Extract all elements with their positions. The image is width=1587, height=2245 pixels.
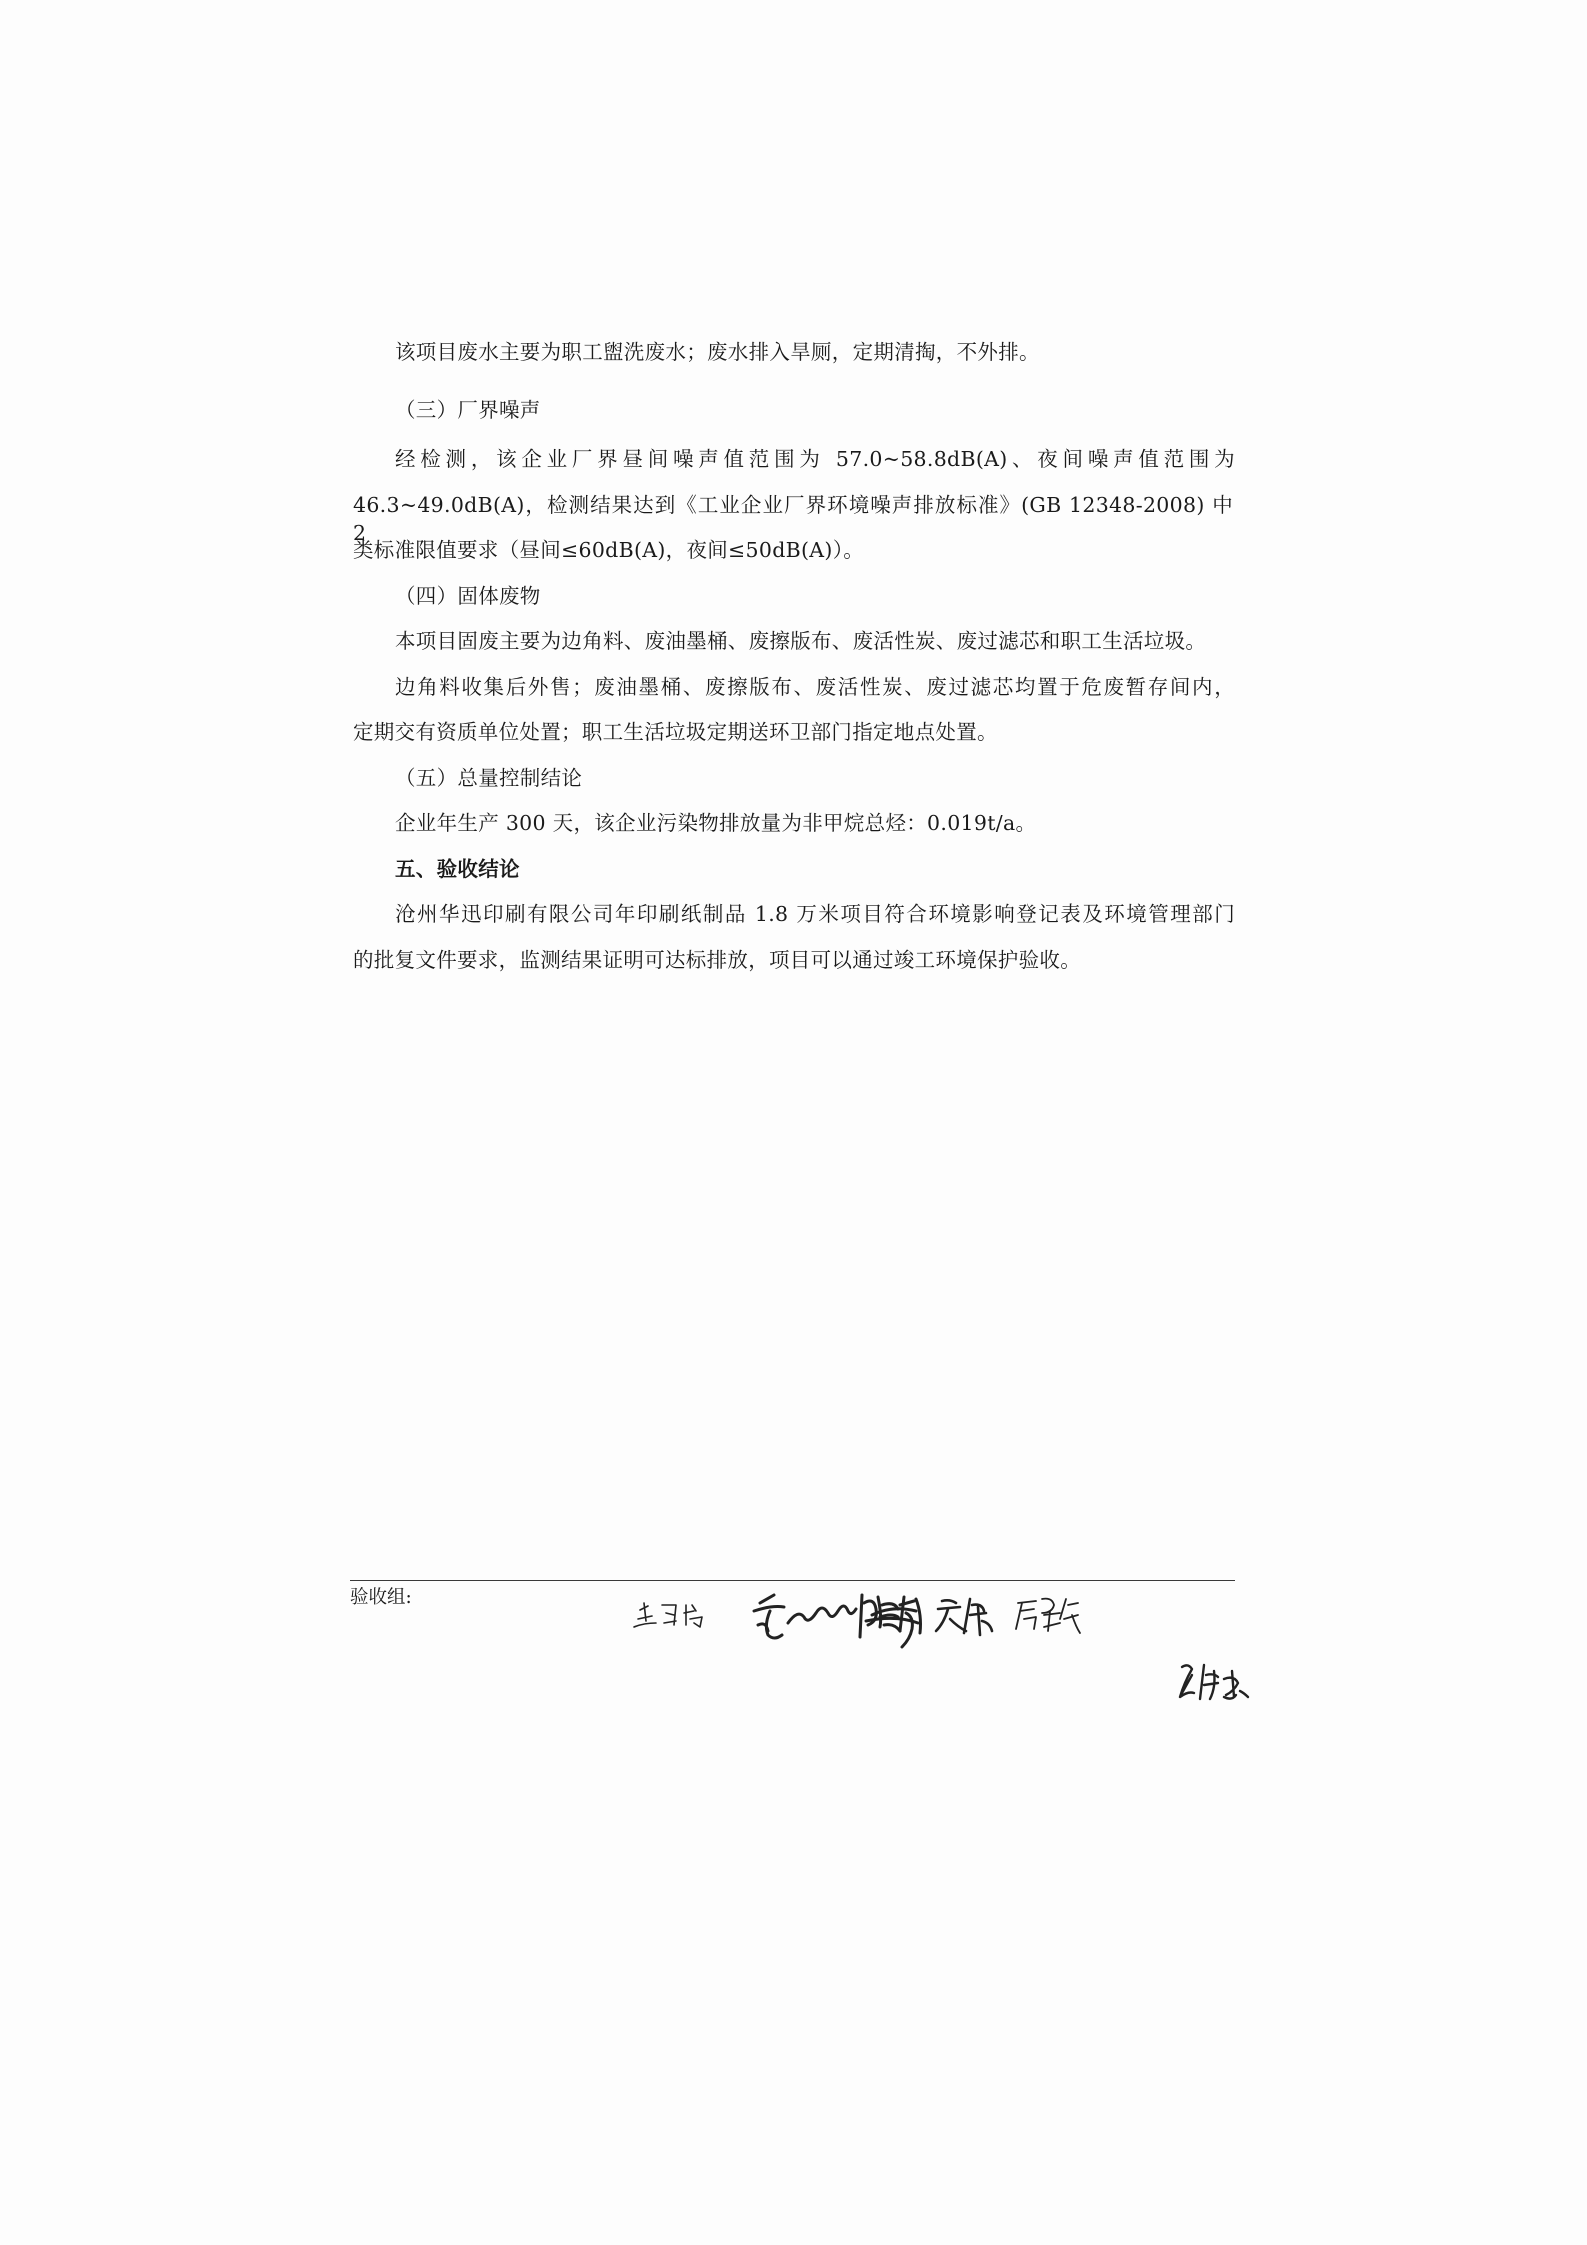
- paragraph-wastewater: 该项目废水主要为职工盥洗废水；废水排入旱厕，定期清掏，不外排。: [395, 340, 1040, 364]
- paragraph-disposal-line-2: 定期交有资质单位处置；职工生活垃圾定期送环卫部门指定地点处置。: [353, 720, 998, 744]
- paragraph-conclusion-line-1: 沧州华迅印刷有限公司年印刷纸制品 1.8 万米项目符合环境影响登记表及环境管理部门: [395, 902, 1235, 926]
- heading-noise: （三）厂界噪声: [395, 398, 541, 422]
- signature-3: [860, 1595, 921, 1647]
- heading-total-control: （五）总量控制结论: [395, 766, 583, 790]
- signature-1: [634, 1603, 702, 1627]
- paragraph-emission: 企业年生产 300 天，该企业污染物排放量为非甲烷总烃：0.019t/a。: [395, 811, 1037, 835]
- section-acceptance-conclusion: 五、验收结论: [395, 857, 520, 881]
- signature-6: [1180, 1665, 1248, 1699]
- paragraph-conclusion-line-2: 的批复文件要求，监测结果证明可达标排放，项目可以通过竣工环境保护验收。: [353, 948, 1081, 972]
- signature-4: [936, 1599, 992, 1635]
- paragraph-noise-line-3: 类标准限值要求（昼间≤60dB(A)，夜间≤50dB(A)）。: [353, 538, 865, 562]
- signature-5: [1016, 1599, 1080, 1633]
- paragraph-solid-waste: 本项目固废主要为边角料、废油墨桶、废擦版布、废活性炭、废过滤芯和职工生活垃圾。: [395, 629, 1207, 653]
- handwritten-signatures: [620, 1575, 1280, 1725]
- acceptance-group-label: 验收组:: [350, 1587, 412, 1608]
- signature-2: [754, 1595, 856, 1638]
- paragraph-disposal-line-1: 边角料收集后外售；废油墨桶、废擦版布、废活性炭、废过滤芯均置于危废暂存间内，: [395, 675, 1235, 699]
- paragraph-noise-line-1: 经检测，该企业厂界昼间噪声值范围为 57.0~58.8dB(A)、夜间噪声值范围为: [395, 447, 1235, 471]
- heading-solid-waste: （四）固体废物: [395, 584, 541, 608]
- paragraph-noise-line-2: 46.3~49.0dB(A)，检测结果达到《工业企业厂界环境噪声排放标准》(GB 12348-2008) 中 2: [353, 493, 1233, 545]
